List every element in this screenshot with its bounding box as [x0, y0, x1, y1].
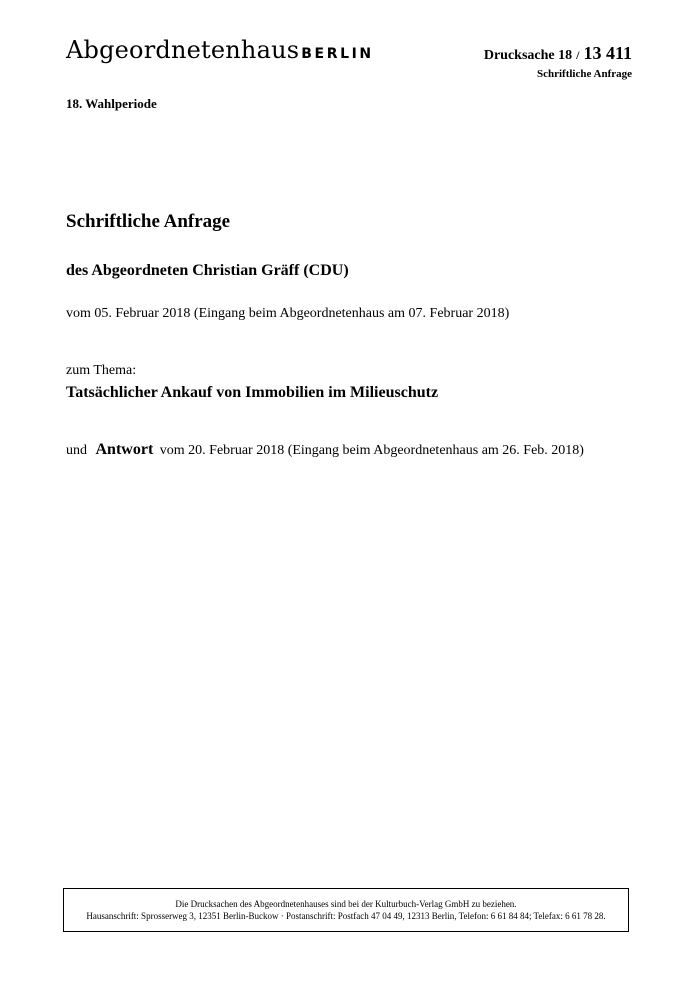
topic-title: Tatsächlicher Ankauf von Immobilien im Milieuschutz — [66, 384, 439, 401]
document-number-separator: / — [576, 48, 580, 62]
brand-logo — [66, 38, 374, 62]
footer-line-2: Hausanschrift: Sprosserweg 3, 12351 Berlin-Buckow · Postanschrift: Postfach 47 04 49, 12313 Berlin, Telefon: 6 61 84 84; Telefax: 6 61 78 28. — [86, 911, 606, 921]
footer-line-1: Die Drucksachen des Abgeordnetenhauses sind bei der Kulturbuch-Verlag GmbH zu beziehen. — [175, 899, 517, 909]
answer-line — [66, 441, 584, 459]
topic-label: zum Thema: — [66, 363, 137, 378]
document-title: Schriftliche Anfrage — [66, 211, 231, 232]
document-number — [484, 44, 632, 63]
answer-prefix: und — [66, 443, 87, 458]
brand-name: Abgeordnetenhaus — [66, 36, 300, 64]
brand-city: BERLIN — [301, 46, 374, 62]
author-line: des Abgeordneten Christian Gräff (CDU) — [66, 262, 349, 279]
answer-word: Antwort — [95, 441, 154, 458]
answer-date: vom 20. Februar 2018 (Eingang beim Abgeordnetenhaus am 26. Feb. 2018) — [159, 443, 584, 458]
document-number-prefix: Drucksache 18 — [483, 48, 573, 63]
document-number-value: 13 411 — [583, 43, 632, 63]
date-line: vom 05. Februar 2018 (Eingang beim Abgeordnetenhaus am 07. Februar 2018) — [66, 306, 510, 321]
document-type: Schriftliche Anfrage — [536, 68, 632, 80]
legislative-period: 18. Wahlperiode — [66, 96, 157, 111]
footer-box — [63, 888, 629, 932]
